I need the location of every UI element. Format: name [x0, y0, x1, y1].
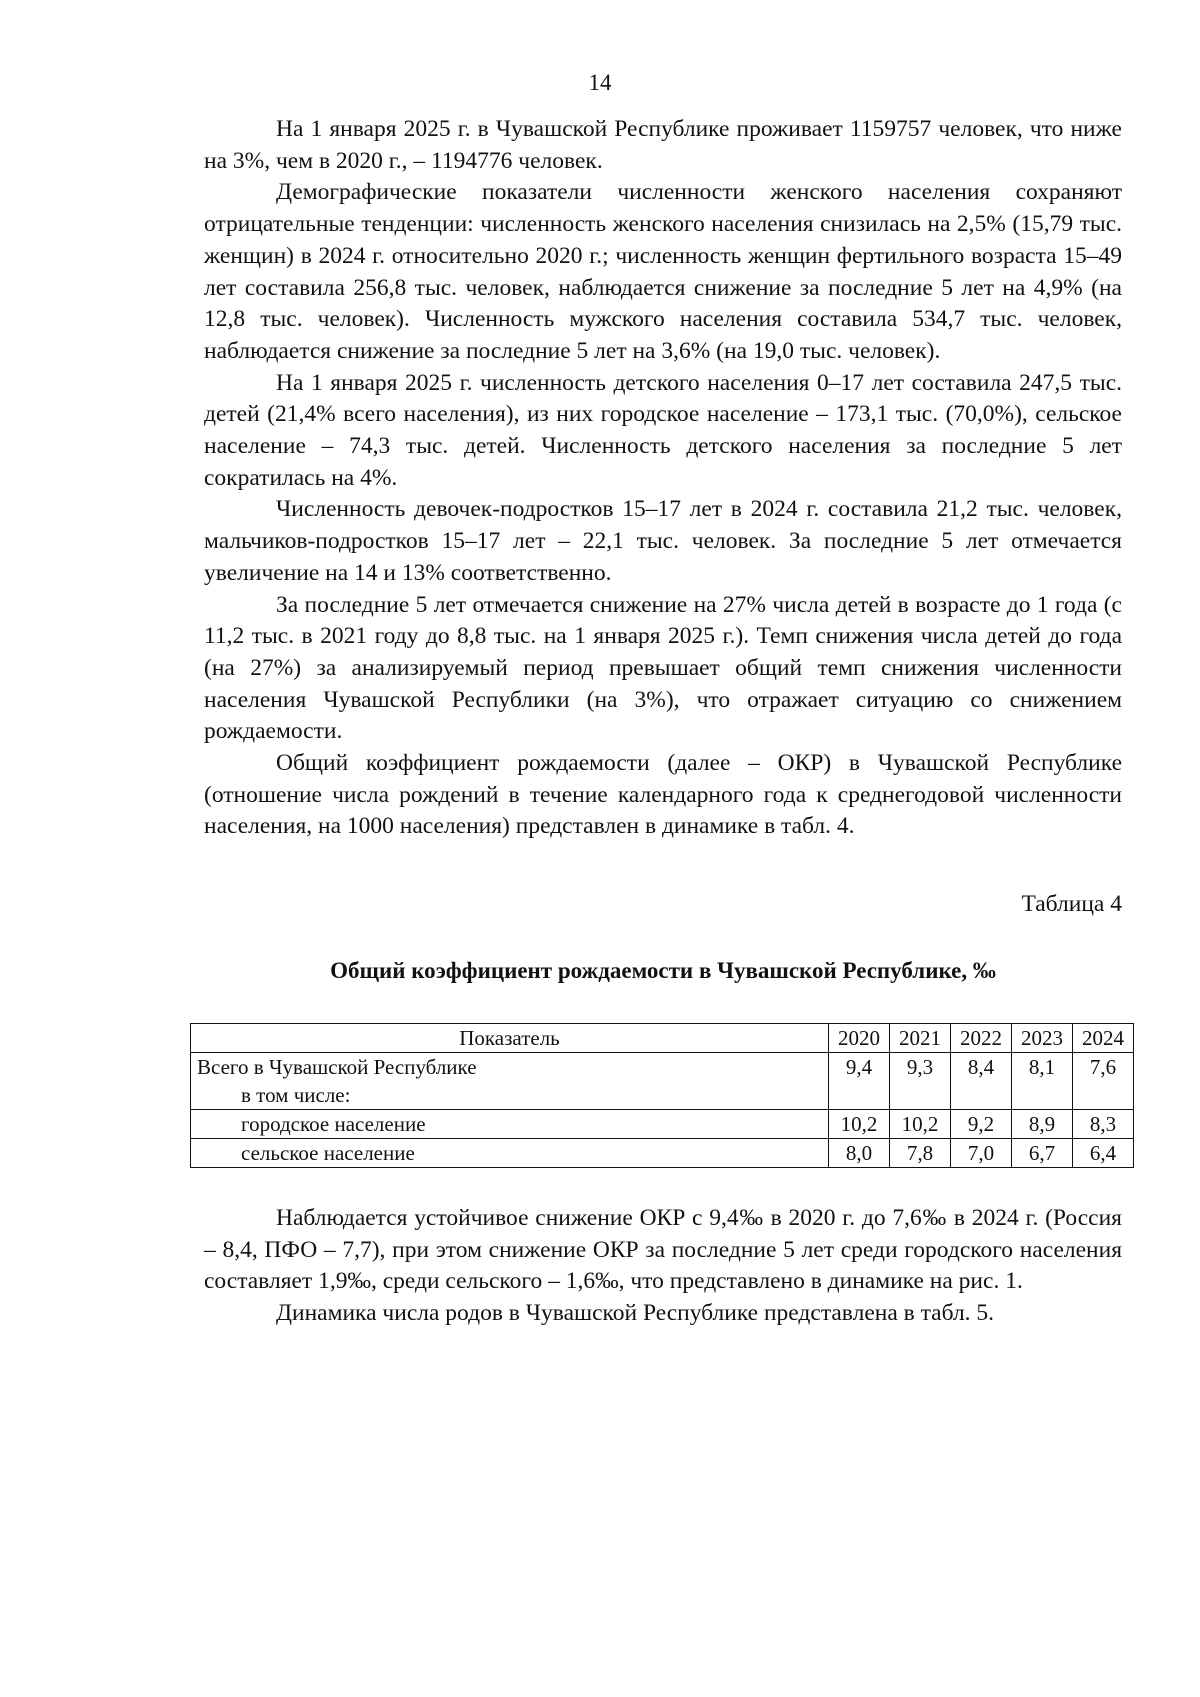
table-cell: 9,3 — [890, 1053, 951, 1110]
header-year: 2020 — [829, 1024, 890, 1053]
header-indicator: Показатель — [191, 1024, 829, 1053]
paragraph: Численность девочек-подростков 15–17 лет в 2024 г. составила 21,2 тыс. человек, мальчиков-подростков 15–17 лет – 22,1 тыс. человек. За последние 5 лет отмечается увеличение на 14 и 13% соответственно. — [204, 496, 1122, 586]
table-cell: 6,4 — [1073, 1139, 1134, 1168]
table-caption: Таблица 4 — [1021, 891, 1122, 917]
table-row — [191, 1110, 1134, 1139]
page-number: 14 — [588, 70, 612, 95]
table-cell: 9,2 — [951, 1110, 1012, 1139]
table-row — [191, 1139, 1134, 1168]
table-title: Общий коэффициент рождаемости в Чувашской Республике, ‰ — [330, 958, 996, 983]
table-cell: 8,3 — [1073, 1110, 1134, 1139]
paragraph: Демографические показатели численности женского населения сохраняют отрицательные тенденции: численность женского населения снизилась на 2,5% (15,79 тыс. женщин) в 2024 г. относительно 2020 г.; численность женщин фертильного возраста 15–49 лет составила 256,8 тыс. человек, наблюдается снижение за последние 5 лет на 4,9% (на 12,8 тыс. человек). Численность мужского населения составила 534,7 тыс. человек, наблюдается снижение за последние 5 лет на 3,6% (на 19,0 тыс. человек). — [204, 179, 1122, 364]
table-header-row — [191, 1024, 1134, 1053]
table-cell: 7,8 — [890, 1139, 951, 1168]
paragraph: На 1 января 2025 г. численность детского населения 0–17 лет составила 247,5 тыс. детей (21,4% всего населения), из них городское население – 173,1 тыс. (70,0%), сельское население – 74,3 тыс. детей. Численность детского населения за последние 5 лет сократилась на 4%. — [204, 369, 1122, 491]
header-year: 2021 — [890, 1024, 951, 1053]
after-text — [204, 1203, 1122, 1330]
paragraph: За последние 5 лет отмечается снижение на 27% числа детей в возрасте до 1 года (с 11,2 тыс. в 2021 году до 8,8 тыс. на 1 января 2025 г.). Темп снижения числа детей до года (на 27%) за анализируемый период превышает общий темп снижения численности населения Чувашской Республики (на 3%), что отражает ситуацию со снижением рождаемости. — [204, 591, 1122, 745]
paragraph: На 1 января 2025 г. в Чувашской Республике проживает 1159757 человек, что ниже на 3%, чем в 2020 г., – 1194776 человек. — [204, 116, 1122, 174]
row-label — [191, 1053, 829, 1110]
birth-rate-table — [190, 1023, 1134, 1168]
table-row — [191, 1053, 1134, 1110]
table-cell: 8,4 — [951, 1053, 1012, 1110]
table-cell: 7,0 — [951, 1139, 1012, 1168]
paragraph: Динамика числа родов в Чувашской Республике представлена в табл. 5. — [276, 1300, 995, 1327]
paragraph: Наблюдается устойчивое снижение ОКР с 9,4‰ в 2020 г. до 7,6‰ в 2024 г. (Россия – 8,4, ПФО – 7,7), при этом снижение ОКР за последние 5 лет среди городского населения составляет 1,9‰, среди сельского – 1,6‰, что представлено в динамике на рис. 1. — [204, 1205, 1122, 1295]
header-year: 2023 — [1012, 1024, 1073, 1053]
header-year: 2022 — [951, 1024, 1012, 1053]
table-cell: 10,2 — [890, 1110, 951, 1139]
table-cell: 8,9 — [1012, 1110, 1073, 1139]
header-year: 2024 — [1073, 1024, 1134, 1053]
row-label: сельское население — [191, 1139, 829, 1168]
paragraph: Общий коэффициент рождаемости (далее – ОКР) в Чувашской Республике (отношение числа рождений в течение календарного года к среднегодовой численности населения, на 1000 населения) представлен в динамике в табл. 4. — [204, 750, 1122, 840]
row-sublabel: в том числе: — [241, 1083, 351, 1107]
table-cell: 7,6 — [1073, 1053, 1134, 1110]
table-cell: 6,7 — [1012, 1139, 1073, 1168]
table-cell: 8,0 — [829, 1139, 890, 1168]
table-cell: 8,1 — [1012, 1053, 1073, 1110]
table-cell: 10,2 — [829, 1110, 890, 1139]
row-label: городское население — [191, 1110, 829, 1139]
table-cell: 9,4 — [829, 1053, 890, 1110]
body-text — [204, 114, 1122, 843]
row-label-text: Всего в Чувашской Республике — [197, 1055, 477, 1079]
